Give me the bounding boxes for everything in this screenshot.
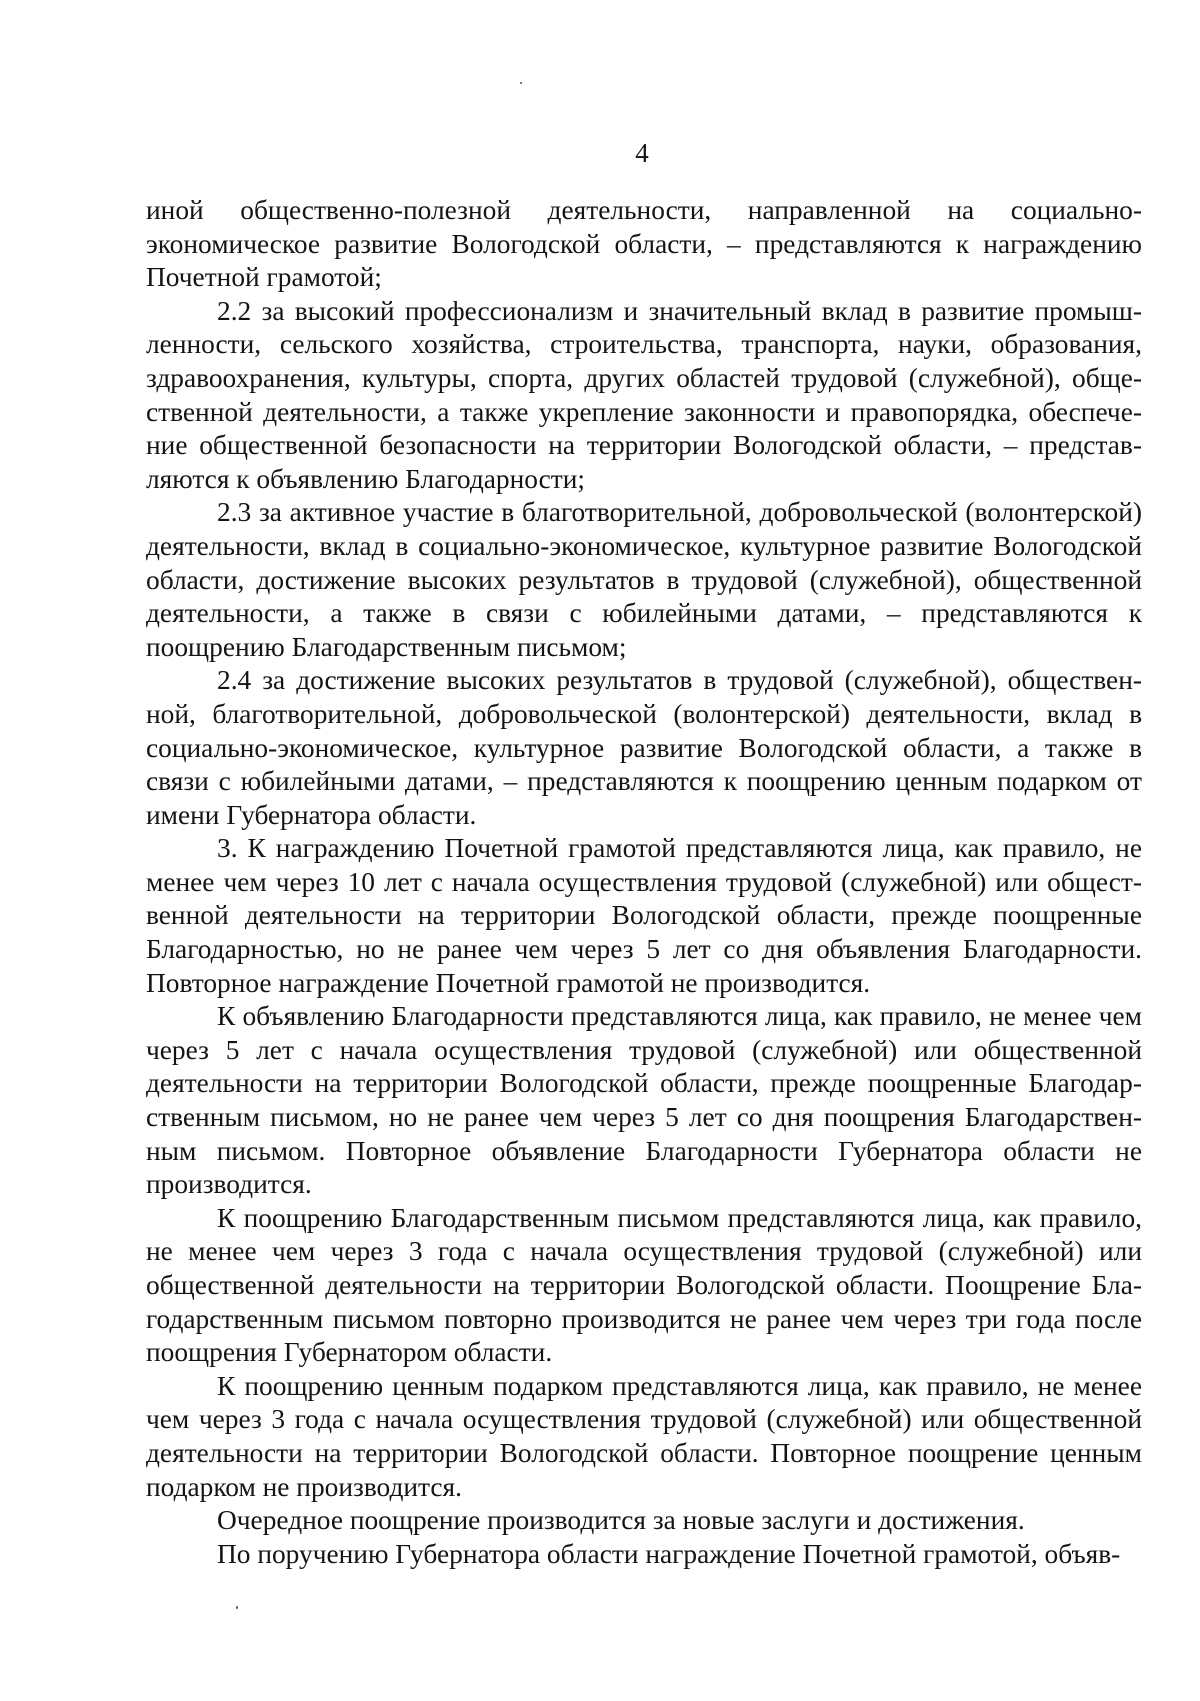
paragraph: 2.3 за активное участие в благотворительной, добровольческой (волонтерской) деятельности, вклад в социально-экономическое, культурное развитие Вологодской области, достижение высоких результатов в трудовой (служебной), общественной деятельности, а также в связи с юбилейными датами, – представляются к поощрению Благодарственным письмом; <box>146 497 1142 662</box>
scan-speck <box>520 82 522 84</box>
document-body <box>146 194 1142 1571</box>
paragraph: По поручению Губернатора области награждение Почетной грамотой, объяв- <box>217 1538 1121 1569</box>
scan-speck <box>236 1606 238 1609</box>
paragraph: Очередное поощрение производится за новые заслуги и достижения. <box>217 1505 1025 1536</box>
paragraph: иной общественно-полезной деятельности, направленной на социально-экономическое развитие Вологодской области, – представляются к награждению Почетной грамотой; <box>146 195 1142 293</box>
paragraph: К поощрению ценным подарком представляются лица, как правило, не менее чем через 3 года с начала осуществления трудовой (служебной) или общественной деятельности на территории Вологодской области. Повторное поощрение ценным подарком не производится. <box>146 1370 1142 1502</box>
paragraph: 3. К награждению Почетной грамотой представляются лица, как правило, не менее чем через 10 лет с начала осуществления трудовой (служебной) или общественной деятельности на территории Вологодской области, прежде поощренные Благодарностью, но не ранее чем через 5 лет со дня объявления Благодарности. Повторное награждение Почетной грамотой не производится. <box>146 833 1142 998</box>
paragraph: 2.4 за достижение высоких результатов в трудовой (служебной), общественной, благотворительной, добровольческой (волонтерской) деятельности, вклад в социально-экономическое, культурное развитие Вологодской области, а также в связи с юбилейными датами, – представляются к поощрению ценным подарком от имени Губернатора области. <box>146 665 1142 830</box>
page-number: 4 <box>635 138 649 168</box>
paragraph: К объявлению Благодарности представляются лица, как правило, не менее чем через 5 лет с начала осуществления трудовой (служебной) или общественной деятельности на территории Вологодской области, прежде поощренные Благодарственным письмом, но не ранее чем через 5 лет со дня поощрения Благодарственным письмом. Повторное объявление Благодарности Губернатора области не производится. <box>146 1001 1142 1200</box>
paragraph: 2.2 за высокий профессионализм и значительный вклад в развитие промышленности, сельского хозяйства, строительства, транспорта, науки, образования, здравоохранения, культуры, спорта, других областей трудовой (служебной), общественной деятельности, а также укрепление законности и правопорядка, обеспечение общественной безопасности на территории Вологодской области, – представляются к объявлению Благодарности; <box>146 295 1142 494</box>
paragraph: К поощрению Благодарственным письмом представляются лица, как правило, не менее чем через 3 года с начала осуществления трудовой (служебной) или общественной деятельности на территории Вологодской области. Поощрение Благодарственным письмом повторно производится не ранее чем через три года после поощрения Губернатором области. <box>146 1202 1142 1368</box>
